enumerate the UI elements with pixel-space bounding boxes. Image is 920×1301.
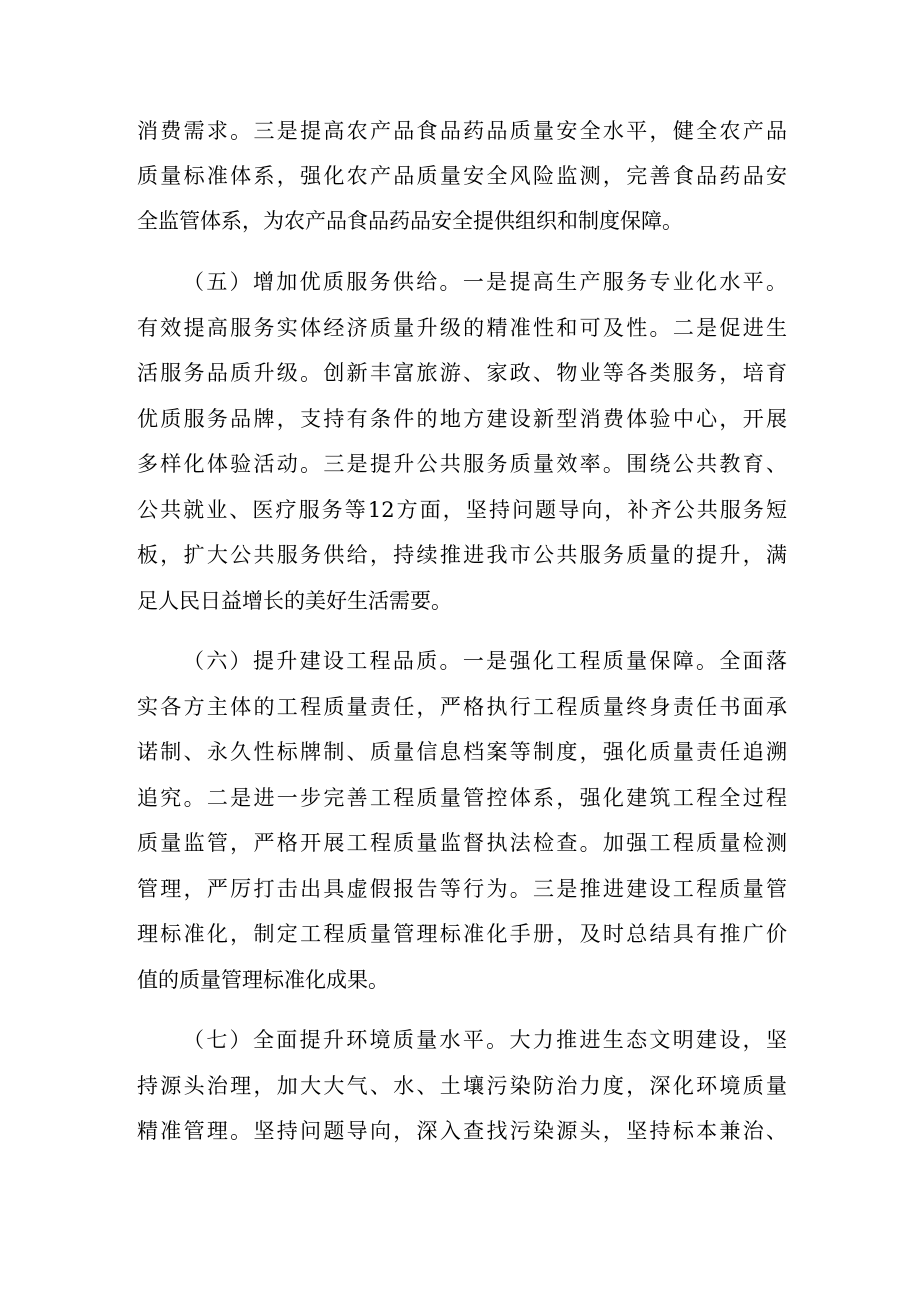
paragraph-line: 诺制、永久性标牌制、质量信息档案等制度，强化质量责任追溯	[137, 740, 787, 764]
paragraph-line: 足人民日益增长的美好生活需要。	[137, 589, 452, 613]
paragraph-heading-line: （六）提升建设工程品质。一是强化工程质量保障。全面落	[183, 649, 787, 673]
paragraph-line: 实各方主体的工程质量责任，严格执行工程质量终身责任书面承	[137, 695, 787, 719]
paragraph-line: 持源头治理，加大大气、水、土壤污染防治力度，深化环境质量	[137, 1074, 787, 1098]
paragraph-line: 多样化体验活动。三是提升公共服务质量效率。围绕公共教育、	[137, 452, 787, 476]
paragraph-heading-line: （五）增加优质服务供给。一是提高生产服务专业化水平。	[183, 270, 787, 294]
paragraph-line: 全监管体系，为农产品食品药品安全提供组织和制度保障。	[137, 209, 683, 233]
paragraph-line: 质量标准体系，强化农产品质量安全风险监测，完善食品药品安	[137, 164, 787, 188]
paragraph-line: 活服务品质升级。创新丰富旅游、家政、物业等各类服务，培育	[137, 361, 787, 385]
paragraph-line: 精准管理。坚持问题导向，深入查找污染源头，坚持标本兼治、	[137, 1119, 787, 1143]
paragraph-line: 质量监管，严格开展工程质量监督执法检查。加强工程质量检测	[137, 831, 787, 855]
paragraph-line: 优质服务品牌，支持有条件的地方建设新型消费体验中心，开展	[137, 407, 787, 431]
paragraph-line: 消费需求。三是提高农产品食品药品质量安全水平，健全农产品	[137, 119, 787, 143]
paragraph-line: 理标准化，制定工程质量管理标准化手册，及时总结具有推广价	[137, 922, 787, 946]
paragraph-line: 管理，严厉打击出具虚假报告等行为。三是推进建设工程质量管	[137, 877, 787, 901]
paragraph-line: 板，扩大公共服务供给，持续推进我市公共服务质量的提升，满	[137, 543, 787, 567]
paragraph-line: 公共就业、医疗服务等12方面，坚持问题导向，补齐公共服务短	[137, 498, 787, 522]
paragraph-heading-line: （七）全面提升环境质量水平。大力推进生态文明建设，坚	[183, 1028, 787, 1052]
paragraph-line: 追究。二是进一步完善工程质量管控体系，强化建筑工程全过程	[137, 786, 787, 810]
paragraph-line: 值的质量管理标准化成果。	[137, 968, 389, 992]
paragraph-line: 有效提高服务实体经济质量升级的精准性和可及性。二是促进生	[137, 316, 787, 340]
